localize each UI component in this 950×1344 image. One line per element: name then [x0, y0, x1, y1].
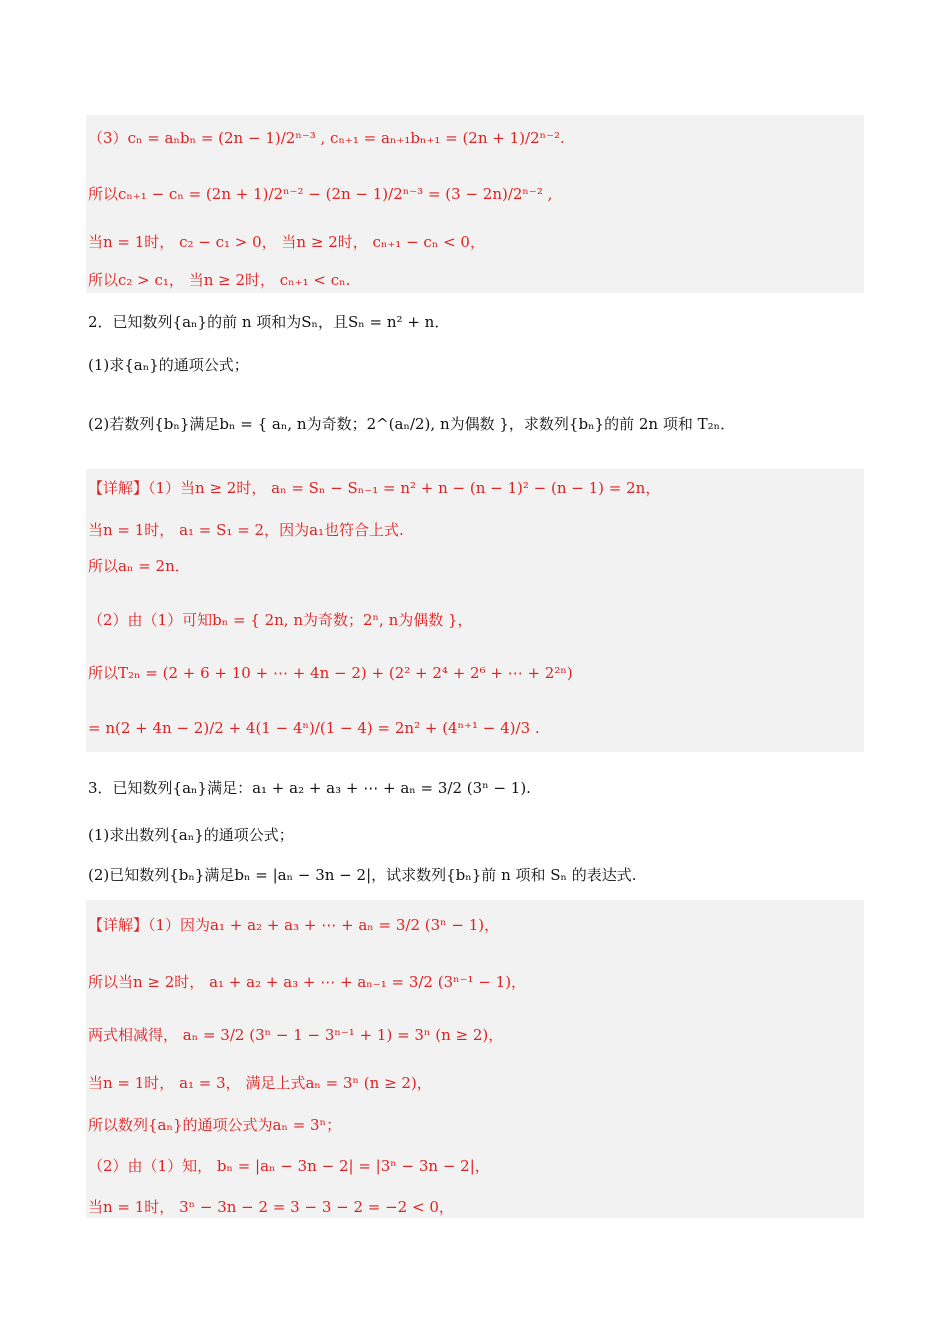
part3-line-1: （3）cₙ = aₙbₙ = (2n − 1)/2ⁿ⁻³ , cₙ₊₁ = aₙ₊₁bₙ₊₁ = (2n + 1)/2ⁿ⁻². — [88, 129, 565, 147]
question-3-part1: (1)求出数列{aₙ}的通项公式； — [88, 826, 294, 844]
sol3-line-1: 【详解】（1）因为a₁ + a₂ + a₃ + ⋯ + aₙ = 3/2 (3ⁿ − 1)， — [88, 916, 500, 934]
part3-line-3: 当n = 1时， c₂ − c₁ > 0， 当n ≥ 2时， cₙ₊₁ − cₙ < 0， — [88, 233, 485, 251]
sol2-line-1: 【详解】（1）当n ≥ 2时， aₙ = Sₙ − Sₙ₋₁ = n² + n − (n − 1)² − (n − 1) = 2n， — [88, 479, 661, 497]
question-3-title: 3．已知数列{aₙ}满足：a₁ + a₂ + a₃ + ⋯ + aₙ = 3/2 (3ⁿ − 1). — [88, 779, 531, 797]
question-3-part2: (2)已知数列{bₙ}满足bₙ = |aₙ − 3n − 2|，试求数列{bₙ}前 n 项和 Sₙ 的表达式. — [88, 866, 637, 884]
question-2-title: 2．已知数列{aₙ}的前 n 项和为Sₙ，且Sₙ = n² + n． — [88, 313, 450, 331]
sol3-line-3: 两式相减得， aₙ = 3/2 (3ⁿ − 1 − 3ⁿ⁻¹ + 1) = 3ⁿ (n ≥ 2)， — [88, 1026, 504, 1044]
question-2-part2: (2)若数列{bₙ}满足bₙ = { aₙ, n为奇数；2^(aₙ/2), n为偶数 }，求数列{bₙ}的前 2n 项和 T₂ₙ． — [88, 415, 736, 433]
sol2-line-2: 当n = 1时， a₁ = S₁ = 2，因为a₁也符合上式. — [88, 521, 404, 539]
sol2-line-4: （2）由（1）可知bₙ = { 2n, n为奇数；2ⁿ, n为偶数 }， — [88, 611, 473, 629]
part3-line-4: 所以c₂ > c₁， 当n ≥ 2时， cₙ₊₁ < cₙ. — [88, 271, 351, 289]
sol3-line-7: 当n = 1时， 3ⁿ − 3n − 2 = 3 − 3 − 2 = −2 < 0， — [88, 1198, 454, 1216]
sol3-line-4: 当n = 1时， a₁ = 3， 满足上式aₙ = 3ⁿ (n ≥ 2)， — [88, 1074, 432, 1092]
sol3-line-6: （2）由（1）知， bₙ = |aₙ − 3n − 2| = |3ⁿ − 3n − 2|， — [88, 1157, 490, 1175]
sol3-line-5: 所以数列{aₙ}的通项公式为aₙ = 3ⁿ； — [88, 1116, 342, 1134]
part3-line-2: 所以cₙ₊₁ − cₙ = (2n + 1)/2ⁿ⁻² − (2n − 1)/2ⁿ⁻³ = (3 − 2n)/2ⁿ⁻² , — [88, 185, 553, 203]
sol2-line-6: = n(2 + 4n − 2)/2 + 4(1 − 4ⁿ)/(1 − 4) = 2n² + (4ⁿ⁺¹ − 4)/3 . — [88, 719, 540, 737]
sol3-line-2: 所以当n ≥ 2时， a₁ + a₂ + a₃ + ⋯ + aₙ₋₁ = 3/2 (3ⁿ⁻¹ − 1)， — [88, 973, 527, 991]
sol2-line-5: 所以T₂ₙ = (2 + 6 + 10 + ⋯ + 4n − 2) + (2² + 2⁴ + 2⁶ + ⋯ + 2²ⁿ) — [88, 664, 573, 682]
sol2-line-3: 所以aₙ = 2n． — [88, 557, 190, 575]
question-2-part1: (1)求{aₙ}的通项公式； — [88, 356, 249, 374]
